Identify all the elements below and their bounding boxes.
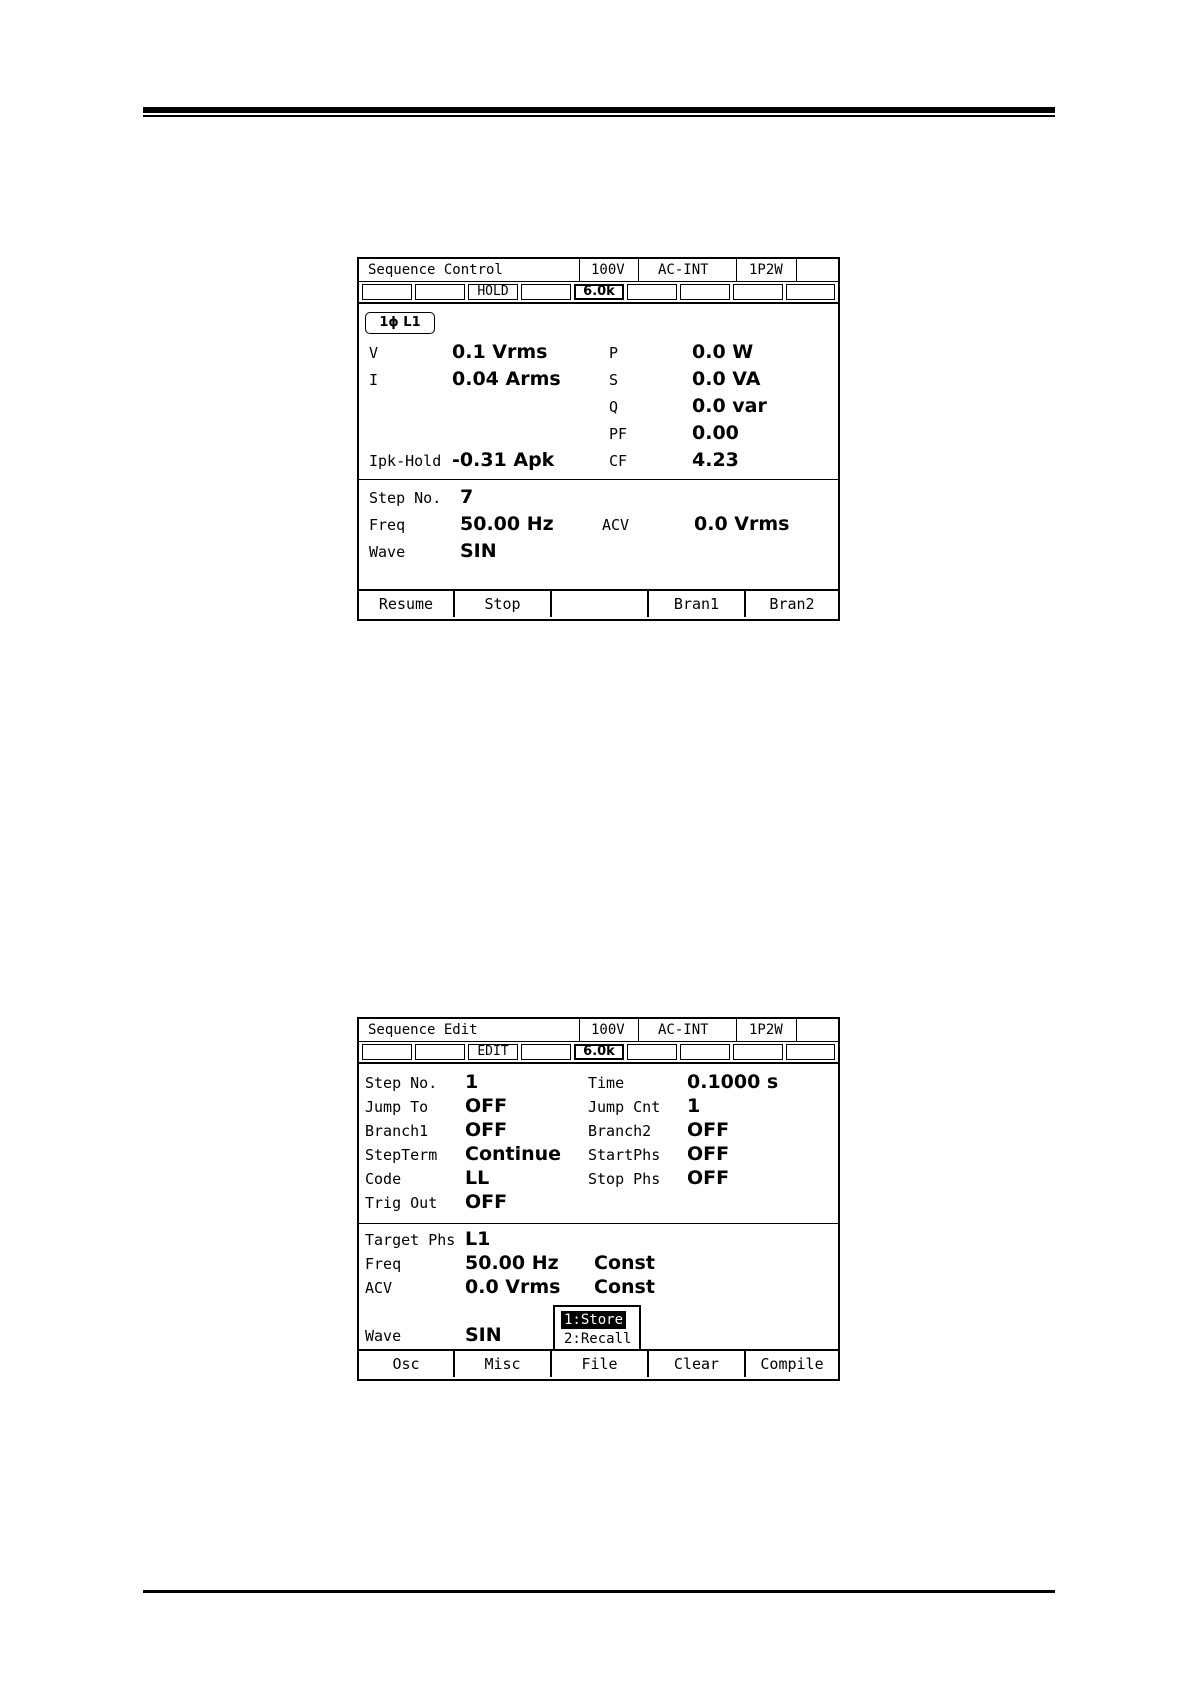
- freq-value: 50.00 Hz: [460, 513, 554, 535]
- signal-source: AC-INT: [658, 1022, 709, 1038]
- freq-value[interactable]: 50.00 Hz: [465, 1252, 559, 1274]
- indicator-slot: [362, 1044, 412, 1060]
- crest-factor-label: CF: [609, 452, 628, 470]
- acv-label: ACV: [602, 516, 630, 534]
- time-label: Time: [588, 1074, 625, 1092]
- step-no-value: 7: [460, 486, 474, 508]
- indicator-slot: [680, 284, 730, 300]
- ipk-hold-label: Ipk-Hold: [369, 452, 442, 470]
- jump-to-value[interactable]: OFF: [465, 1095, 508, 1117]
- indicator-slot: [521, 284, 571, 300]
- indicator-slot: [680, 1044, 730, 1060]
- target-phs-label: Target Phs: [365, 1231, 456, 1249]
- wave-label: Wave: [369, 543, 406, 561]
- voltage-label: V: [369, 344, 379, 362]
- signal-source: AC-INT: [658, 262, 709, 278]
- target-phs-value[interactable]: L1: [465, 1228, 491, 1250]
- indicator-slot: [733, 1044, 783, 1060]
- acv-label: ACV: [365, 1279, 393, 1297]
- code-value[interactable]: LL: [465, 1167, 490, 1189]
- screen-title: Sequence Edit: [368, 1022, 478, 1038]
- indicator-slot: [415, 1044, 465, 1060]
- time-value[interactable]: 0.1000 s: [687, 1071, 779, 1093]
- page-top-rule: [143, 107, 1055, 113]
- bran1-button[interactable]: Bran1: [649, 591, 746, 617]
- indicator-slot: [627, 284, 677, 300]
- wave-label: Wave: [365, 1327, 402, 1345]
- step-no-label: Step No.: [365, 1074, 438, 1092]
- phase-badge[interactable]: 1ϕ L1: [365, 312, 435, 334]
- section-divider: [359, 1223, 838, 1224]
- voltage-value: 0.1 Vrms: [452, 341, 548, 363]
- step-term-label: StepTerm: [365, 1146, 438, 1164]
- trig-out-value[interactable]: OFF: [465, 1191, 508, 1213]
- resume-button[interactable]: Resume: [359, 591, 455, 617]
- indicator-slot: [786, 284, 835, 300]
- power-label: P: [609, 344, 619, 362]
- acv-value[interactable]: 0.0 Vrms: [465, 1276, 561, 1298]
- response-indicator: 6.0k: [574, 1044, 624, 1060]
- stop-phs-value[interactable]: OFF: [687, 1167, 730, 1189]
- wave-value[interactable]: SIN: [465, 1324, 502, 1346]
- section-divider: [359, 479, 838, 480]
- crest-factor-value: 4.23: [692, 449, 739, 471]
- jump-cnt-value[interactable]: 1: [687, 1095, 701, 1117]
- reactive-power-label: Q: [609, 398, 619, 416]
- power-factor-value: 0.00: [692, 422, 739, 444]
- ipk-hold-value: -0.31 Apk: [452, 449, 555, 471]
- reactive-power-value: 0.0 var: [692, 395, 767, 417]
- store-menu-item[interactable]: 1:Store: [561, 1311, 626, 1329]
- screen-title: Sequence Control: [368, 262, 503, 278]
- indicator-bar: [359, 282, 838, 304]
- bran2-button[interactable]: Bran2: [769, 595, 815, 613]
- acv-mode[interactable]: Const: [594, 1276, 655, 1298]
- stop-button[interactable]: Stop: [455, 591, 552, 617]
- branch2-label: Branch2: [588, 1122, 652, 1140]
- current-label: I: [369, 371, 379, 389]
- stop-phs-label: Stop Phs: [588, 1170, 661, 1188]
- recall-menu-item[interactable]: 2:Recall: [564, 1331, 632, 1347]
- file-popup-menu: [553, 1305, 641, 1351]
- step-term-value[interactable]: Continue: [465, 1143, 562, 1165]
- indicator-slot: [415, 284, 465, 300]
- function-key-bar: [359, 1349, 838, 1379]
- misc-button[interactable]: Misc: [455, 1351, 552, 1377]
- code-label: Code: [365, 1170, 402, 1188]
- wiring-mode: 1P2W: [749, 262, 783, 278]
- page-top-rule-thin: [143, 115, 1055, 117]
- indicator-slot: [521, 1044, 571, 1060]
- freq-label: Freq: [369, 516, 406, 534]
- indicator-slot: [627, 1044, 677, 1060]
- trig-out-label: Trig Out: [365, 1194, 438, 1212]
- step-no-value[interactable]: 1: [465, 1071, 479, 1093]
- start-phs-value[interactable]: OFF: [687, 1143, 730, 1165]
- file-button[interactable]: File: [552, 1351, 649, 1377]
- indicator-slot: [733, 284, 783, 300]
- start-phs-label: StartPhs: [588, 1146, 661, 1164]
- branch2-value[interactable]: OFF: [687, 1119, 730, 1141]
- indicator-slot: [786, 1044, 835, 1060]
- acv-value: 0.0 Vrms: [694, 513, 790, 535]
- sequence-control-screen: [357, 257, 840, 621]
- apparent-power-value: 0.0 VA: [692, 368, 761, 390]
- jump-to-label: Jump To: [365, 1098, 429, 1116]
- osc-button[interactable]: Osc: [359, 1351, 455, 1377]
- branch1-label: Branch1: [365, 1122, 429, 1140]
- hold-indicator: HOLD: [468, 284, 518, 300]
- power-factor-label: PF: [609, 425, 628, 443]
- branch1-value[interactable]: OFF: [465, 1119, 508, 1141]
- wave-value: SIN: [460, 540, 497, 562]
- response-indicator: 6.0k: [574, 284, 624, 300]
- function-key-bar: [359, 589, 838, 619]
- page-bottom-rule: [143, 1590, 1055, 1593]
- step-no-label: Step No.: [369, 489, 442, 507]
- freq-label: Freq: [365, 1255, 402, 1273]
- compile-button[interactable]: Compile: [760, 1355, 824, 1373]
- clear-button[interactable]: Clear: [649, 1351, 746, 1377]
- jump-cnt-label: Jump Cnt: [588, 1098, 661, 1116]
- power-value: 0.0 W: [692, 341, 754, 363]
- voltage-range: 100V: [591, 262, 625, 278]
- apparent-power-label: S: [609, 371, 619, 389]
- edit-indicator: EDIT: [468, 1044, 518, 1060]
- indicator-slot: [362, 284, 412, 300]
- indicator-bar: [359, 1042, 838, 1064]
- wiring-mode: 1P2W: [749, 1022, 783, 1038]
- sequence-edit-screen: [357, 1017, 840, 1381]
- status-header: [359, 1019, 838, 1042]
- freq-mode[interactable]: Const: [594, 1252, 655, 1274]
- blank-function-button[interactable]: [552, 591, 649, 617]
- status-header: [359, 259, 838, 282]
- current-value: 0.04 Arms: [452, 368, 561, 390]
- voltage-range: 100V: [591, 1022, 625, 1038]
